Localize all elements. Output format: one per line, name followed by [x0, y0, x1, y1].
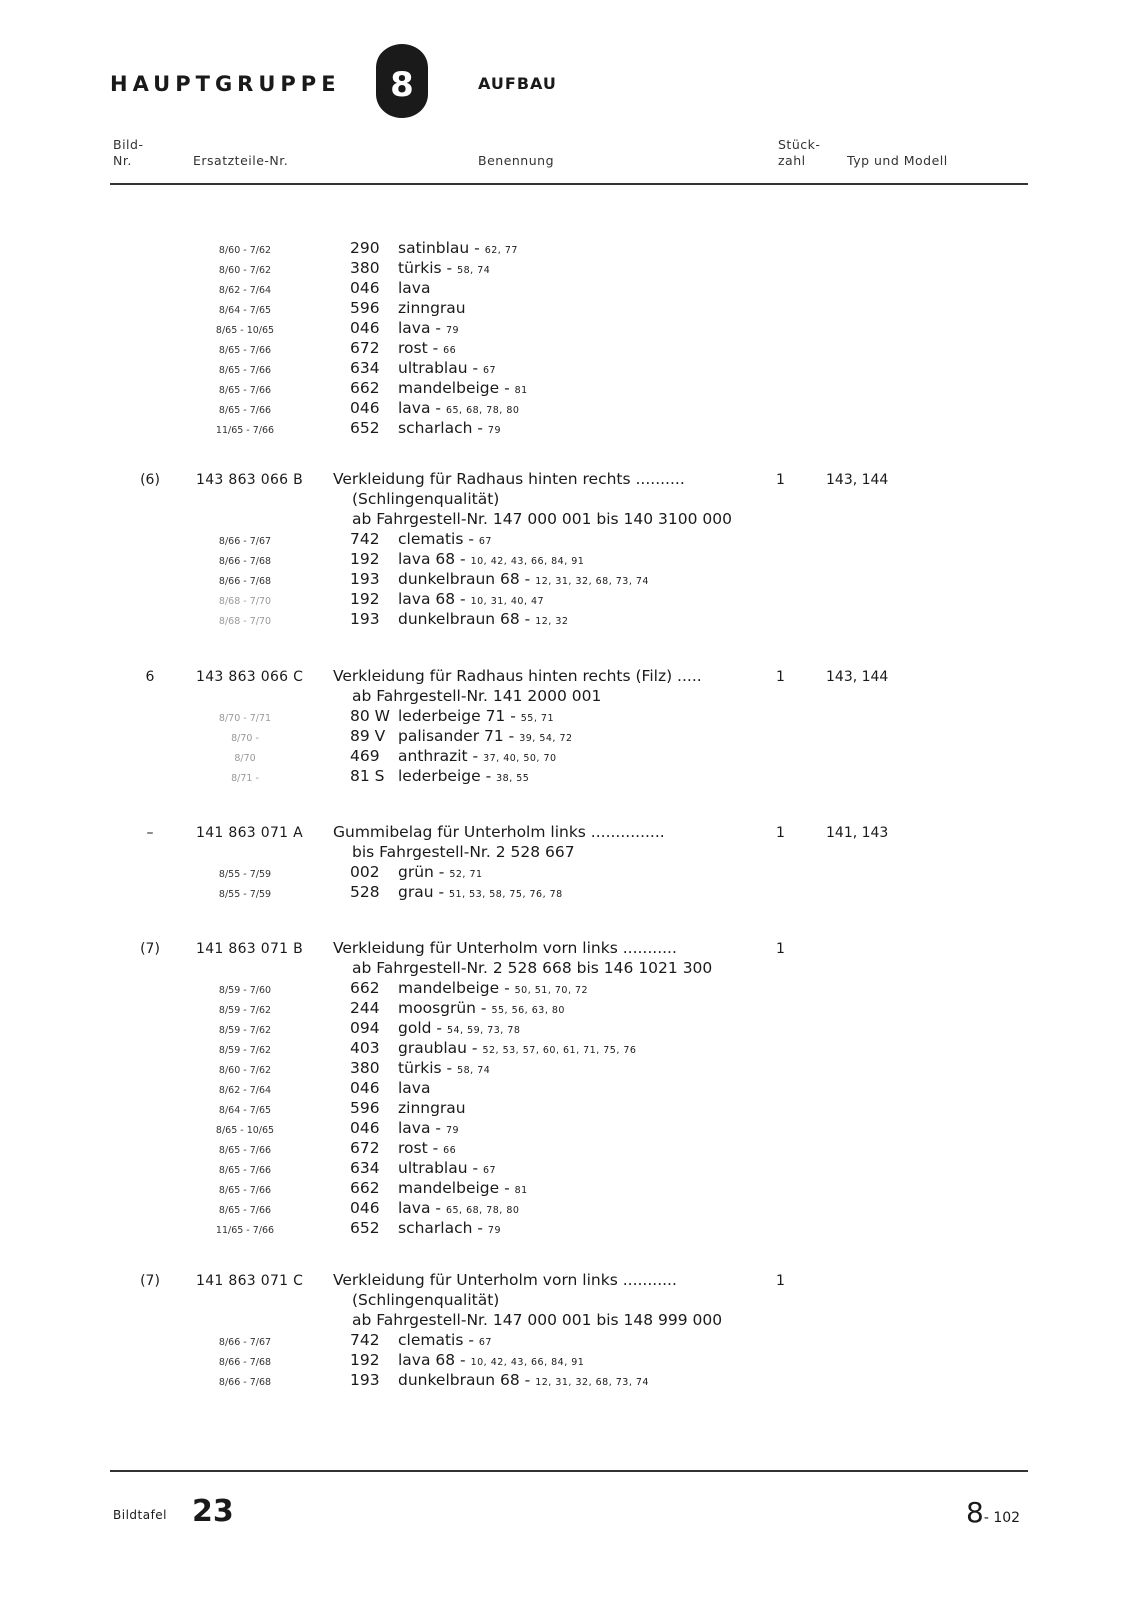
color-row [0, 767, 1133, 787]
part-row [0, 823, 1133, 843]
color-validity-dates: 8/70 - 7/71 [218, 713, 272, 724]
color-row [0, 359, 1133, 379]
color-row [0, 1039, 1133, 1059]
color-code: 192 [350, 1351, 380, 1369]
color-name-group [398, 999, 565, 1017]
color-name: mandelbeige - [398, 979, 510, 997]
color-validity-dates: 8/66 - 7/68 [218, 1357, 272, 1368]
color-validity-dates: 8/66 - 7/68 [218, 556, 272, 567]
color-usage-numbers: 67 [478, 1337, 492, 1348]
part-note: ab Fahrgestell-Nr. 147 000 001 bis 148 999 000 [352, 1311, 723, 1329]
page-number-sub: - 102 [983, 1510, 1021, 1526]
color-code: 192 [350, 550, 380, 568]
group-subtitle: AUFBAU [478, 74, 557, 93]
color-code: 046 [350, 1079, 380, 1097]
part-note-row [0, 687, 1133, 707]
color-name: gold - [398, 1019, 442, 1037]
color-validity-dates: 8/62 - 7/64 [218, 285, 272, 296]
color-usage-numbers: 58, 74 [457, 1065, 491, 1076]
color-validity-dates: 8/66 - 7/67 [218, 1337, 272, 1348]
color-validity-dates: 8/65 - 7/66 [218, 365, 272, 376]
part-quantity: 1 [776, 825, 785, 841]
color-usage-numbers: 10, 42, 43, 66, 84, 91 [470, 1357, 585, 1368]
part-description: Verkleidung für Unterholm vorn links ........... [333, 1271, 677, 1289]
part-note-row [0, 843, 1133, 863]
color-usage-numbers: 12, 31, 32, 68, 73, 74 [535, 576, 649, 587]
color-code: 046 [350, 319, 380, 337]
color-name: lava - [398, 319, 441, 337]
color-name-group [398, 399, 519, 417]
color-name: rost - [398, 1139, 439, 1157]
color-row [0, 279, 1133, 299]
group-number-badge [374, 42, 430, 120]
bild-number: (6) [140, 472, 160, 488]
color-row [0, 339, 1133, 359]
color-name: dunkelbraun 68 - [398, 610, 531, 628]
color-validity-dates: 11/65 - 7/66 [215, 1225, 275, 1236]
col-bild [113, 137, 143, 169]
color-name: satinblau - [398, 239, 480, 257]
part-row [0, 667, 1133, 687]
color-name-group [398, 610, 568, 628]
color-usage-numbers: 79 [487, 425, 501, 436]
color-usage-numbers: 12, 31, 32, 68, 73, 74 [535, 1377, 649, 1388]
bild-number: – [146, 825, 154, 841]
color-code: 046 [350, 399, 380, 417]
color-row [0, 299, 1133, 319]
color-row [0, 863, 1133, 883]
color-name-group [398, 259, 490, 277]
color-name: lava 68 - [398, 590, 466, 608]
color-name-group [398, 1219, 501, 1237]
color-name: mandelbeige - [398, 379, 510, 397]
color-row [0, 979, 1133, 999]
color-code: 046 [350, 1199, 380, 1217]
color-row [0, 530, 1133, 550]
color-validity-dates: 8/59 - 7/62 [218, 1005, 272, 1016]
footer-label: Bildtafel [113, 1508, 168, 1522]
color-usage-numbers: 39, 54, 72 [519, 733, 573, 744]
col-desc: Benennung [478, 153, 555, 168]
color-usage-numbers: 55, 56, 63, 80 [491, 1005, 565, 1016]
color-name-group [398, 1119, 459, 1137]
color-code: 672 [350, 1139, 380, 1157]
color-name-group [398, 239, 518, 257]
color-name: dunkelbraun 68 - [398, 570, 531, 588]
part-row [0, 939, 1133, 959]
color-usage-numbers: 52, 53, 57, 60, 61, 71, 75, 76 [482, 1045, 637, 1056]
bild-number: (7) [140, 941, 160, 957]
color-name-group [398, 1099, 466, 1117]
color-code: 193 [350, 1371, 380, 1389]
color-row [0, 590, 1133, 610]
part-model: 141, 143 [826, 825, 889, 841]
color-validity-dates: 8/65 - 7/66 [218, 1205, 272, 1216]
color-row [0, 1019, 1133, 1039]
col-typ: Typ und Modell [847, 153, 948, 168]
color-code: 193 [350, 610, 380, 628]
part-number: 143 863 066 B [196, 472, 304, 488]
color-usage-numbers: 66 [443, 1145, 457, 1156]
color-row [0, 570, 1133, 590]
color-row [0, 1331, 1133, 1351]
part-model: 143, 144 [826, 472, 889, 488]
color-validity-dates: 8/68 - 7/70 [218, 616, 272, 627]
color-code: 380 [350, 259, 380, 277]
color-name-group [398, 570, 649, 588]
color-name: graublau - [398, 1039, 478, 1057]
color-usage-numbers: 81 [514, 1185, 528, 1196]
color-validity-dates: 8/60 - 7/62 [218, 265, 272, 276]
color-usage-numbers: 37, 40, 50, 70 [483, 753, 557, 764]
color-row [0, 610, 1133, 630]
color-name-group [398, 863, 483, 881]
color-code: 662 [350, 979, 380, 997]
color-usage-numbers: 67 [478, 536, 492, 547]
col-qty-line1: Stück- [778, 137, 821, 152]
color-name: rost - [398, 339, 439, 357]
part-note: ab Fahrgestell-Nr. 2 528 668 bis 146 1021 300 [352, 959, 713, 977]
part-quantity: 1 [776, 669, 785, 685]
color-name-group [398, 1079, 430, 1097]
color-name-group [398, 1139, 456, 1157]
color-name-group [398, 1371, 649, 1389]
color-code: 596 [350, 299, 380, 317]
color-name: lava - [398, 1199, 441, 1217]
color-validity-dates: 8/55 - 7/59 [218, 889, 272, 900]
color-code: 469 [350, 747, 380, 765]
color-name: lava 68 - [398, 550, 466, 568]
color-validity-dates: 8/55 - 7/59 [218, 869, 272, 880]
color-code: 634 [350, 1159, 380, 1177]
part-note-row [0, 959, 1133, 979]
bild-number: (7) [140, 1273, 160, 1289]
color-name-group [398, 530, 492, 548]
color-usage-numbers: 55, 71 [520, 713, 554, 724]
color-name-group [398, 590, 544, 608]
part-block [0, 667, 1133, 787]
color-usage-numbers: 51, 53, 58, 75, 76, 78 [449, 889, 563, 900]
color-name-group [398, 1351, 584, 1369]
color-name: lava - [398, 1119, 441, 1137]
color-code: 193 [350, 570, 380, 588]
color-name: anthrazit - [398, 747, 479, 765]
group-number: 8 [390, 65, 414, 105]
color-code: 290 [350, 239, 380, 257]
color-code: 046 [350, 279, 380, 297]
color-row [0, 1179, 1133, 1199]
color-usage-numbers: 38, 55 [496, 773, 530, 784]
color-code: 652 [350, 419, 380, 437]
col-bild-line2: Nr. [113, 153, 132, 168]
color-validity-dates: 8/64 - 7/65 [218, 305, 272, 316]
color-usage-numbers: 12, 32 [535, 616, 569, 627]
color-usage-numbers: 79 [445, 325, 460, 336]
color-code: 046 [350, 1119, 380, 1137]
color-name: clematis - [398, 1331, 474, 1349]
color-row [0, 727, 1133, 747]
color-row [0, 550, 1133, 570]
color-name-group [398, 1179, 528, 1197]
color-validity-dates: 8/65 - 7/66 [218, 1145, 272, 1156]
color-code: 89 V [350, 727, 386, 745]
color-name-group [398, 339, 456, 357]
color-name: zinngrau [398, 1099, 466, 1117]
color-code: 094 [350, 1019, 380, 1037]
part-number: 143 863 066 C [196, 669, 304, 685]
color-usage-numbers: 79 [445, 1125, 460, 1136]
color-validity-dates: 8/59 - 7/60 [218, 985, 272, 996]
color-name-group [398, 883, 563, 901]
color-name: scharlach - [398, 419, 483, 437]
color-name: türkis - [398, 1059, 453, 1077]
color-code: 80 W [350, 707, 390, 725]
color-code: 81 S [350, 767, 385, 785]
part-number: 141 863 071 B [196, 941, 304, 957]
part-row [0, 470, 1133, 490]
color-name: lava [398, 279, 431, 297]
color-name-group [398, 319, 459, 337]
part-number: 141 863 071 C [196, 1273, 304, 1289]
color-name-group [398, 979, 588, 997]
color-name-group [398, 419, 501, 437]
color-validity-dates: 8/66 - 7/68 [218, 576, 272, 587]
part-note-row [0, 490, 1133, 510]
color-name-group [398, 727, 573, 745]
color-name-group [398, 707, 554, 725]
color-code: 002 [350, 863, 380, 881]
color-name: lava 68 - [398, 1351, 466, 1369]
color-row [0, 1099, 1133, 1119]
part-block [0, 239, 1133, 439]
color-row [0, 1199, 1133, 1219]
color-usage-numbers: 58, 74 [457, 265, 491, 276]
color-usage-numbers: 79 [487, 1225, 501, 1236]
color-row [0, 1219, 1133, 1239]
part-note: bis Fahrgestell-Nr. 2 528 667 [352, 843, 575, 861]
color-validity-dates: 8/70 - [231, 733, 259, 744]
color-usage-numbers: 10, 31, 40, 47 [470, 596, 545, 607]
color-name-group [398, 1019, 520, 1037]
color-name-group [398, 1159, 496, 1177]
color-name-group [398, 279, 430, 297]
part-block [0, 1271, 1133, 1391]
part-note: (Schlingenqualität) [352, 1291, 500, 1309]
color-usage-numbers: 67 [483, 1165, 497, 1176]
part-row [0, 1271, 1133, 1291]
part-description: Verkleidung für Unterholm vorn links ........... [333, 939, 677, 957]
color-usage-numbers: 52, 71 [449, 869, 483, 880]
color-usage-numbers: 65, 68, 78, 80 [445, 1205, 520, 1216]
color-name: clematis - [398, 530, 474, 548]
color-row [0, 1059, 1133, 1079]
part-number: 141 863 071 A [196, 825, 303, 841]
group-title: HAUPTGRUPPE [110, 72, 341, 96]
color-name-group [398, 550, 584, 568]
color-code: 634 [350, 359, 380, 377]
color-code: 596 [350, 1099, 380, 1117]
color-validity-dates: 8/65 - 10/65 [215, 325, 275, 336]
color-validity-dates: 8/68 - 7/70 [218, 596, 272, 607]
color-name: lederbeige - [398, 767, 492, 785]
part-note-row [0, 1311, 1133, 1331]
bild-number: 6 [145, 669, 155, 685]
color-row [0, 1079, 1133, 1099]
color-code: 652 [350, 1219, 380, 1237]
color-usage-numbers: 81 [514, 385, 528, 396]
color-code: 672 [350, 339, 380, 357]
part-description: Gummibelag für Unterholm links ............... [333, 823, 665, 841]
color-row [0, 319, 1133, 339]
color-row [0, 1159, 1133, 1179]
color-usage-numbers: 67 [483, 365, 497, 376]
color-validity-dates: 8/65 - 7/66 [218, 1165, 272, 1176]
color-validity-dates: 8/65 - 10/65 [215, 1125, 275, 1136]
color-validity-dates: 8/64 - 7/65 [218, 1105, 272, 1116]
color-name: lava [398, 1079, 431, 1097]
color-row [0, 1371, 1133, 1391]
color-name-group [398, 1199, 519, 1217]
color-name-group [398, 747, 557, 765]
part-note-row [0, 1291, 1133, 1311]
color-row [0, 999, 1133, 1019]
color-validity-dates: 8/65 - 7/66 [218, 345, 272, 356]
part-block [0, 939, 1133, 1239]
color-validity-dates: 8/65 - 7/66 [218, 405, 272, 416]
color-name-group [398, 767, 529, 785]
color-name: ultrablau - [398, 1159, 479, 1177]
part-note: ab Fahrgestell-Nr. 141 2000 001 [352, 687, 602, 705]
color-row [0, 1351, 1133, 1371]
color-usage-numbers: 54, 59, 73, 78 [446, 1025, 521, 1036]
part-block [0, 823, 1133, 903]
color-code: 742 [350, 1331, 380, 1349]
color-row [0, 747, 1133, 767]
color-validity-dates: 8/65 - 7/66 [218, 1185, 272, 1196]
color-row [0, 379, 1133, 399]
color-name: lederbeige 71 - [398, 707, 516, 725]
color-validity-dates: 8/60 - 7/62 [218, 245, 272, 256]
color-row [0, 239, 1133, 259]
page-number [966, 1496, 1020, 1529]
color-name: ultrablau - [398, 359, 479, 377]
color-name: zinngrau [398, 299, 466, 317]
color-code: 192 [350, 590, 380, 608]
part-block [0, 470, 1133, 630]
footer-plate-number: 23 [192, 1494, 234, 1529]
color-row [0, 419, 1133, 439]
color-row [0, 259, 1133, 279]
part-note: ab Fahrgestell-Nr. 147 000 001 bis 140 3100 000 [352, 510, 732, 528]
color-row [0, 883, 1133, 903]
color-validity-dates: 8/70 [234, 753, 256, 764]
color-validity-dates: 8/71 - [231, 773, 259, 784]
color-name: türkis - [398, 259, 453, 277]
color-code: 662 [350, 1179, 380, 1197]
color-validity-dates: 8/65 - 7/66 [218, 385, 272, 396]
color-name: palisander 71 - [398, 727, 515, 745]
color-usage-numbers: 10, 42, 43, 66, 84, 91 [470, 556, 585, 567]
color-name: grau - [398, 883, 445, 901]
color-usage-numbers: 65, 68, 78, 80 [445, 405, 520, 416]
col-qty [778, 137, 820, 169]
color-name: moosgrün - [398, 999, 487, 1017]
color-name-group [398, 1331, 492, 1349]
color-row [0, 1119, 1133, 1139]
part-quantity: 1 [776, 1273, 785, 1289]
color-code: 662 [350, 379, 380, 397]
color-name-group [398, 1059, 490, 1077]
color-row [0, 1139, 1133, 1159]
color-row [0, 399, 1133, 419]
color-usage-numbers: 66 [443, 345, 457, 356]
part-quantity: 1 [776, 472, 785, 488]
part-note: (Schlingenqualität) [352, 490, 500, 508]
col-part: Ersatzteile-Nr. [193, 153, 289, 168]
part-description: Verkleidung für Radhaus hinten rechts .......... [333, 470, 685, 488]
color-row [0, 707, 1133, 727]
color-validity-dates: 8/62 - 7/64 [218, 1085, 272, 1096]
color-validity-dates: 8/59 - 7/62 [218, 1045, 272, 1056]
color-name: mandelbeige - [398, 1179, 510, 1197]
color-usage-numbers: 50, 51, 70, 72 [514, 985, 589, 996]
part-description: Verkleidung für Radhaus hinten rechts (Filz) ..... [333, 667, 702, 685]
color-validity-dates: 11/65 - 7/66 [215, 425, 275, 436]
color-code: 528 [350, 883, 380, 901]
color-name: lava - [398, 399, 441, 417]
color-name-group [398, 1039, 636, 1057]
col-qty-line2: zahl [778, 153, 806, 168]
color-code: 742 [350, 530, 380, 548]
color-name: dunkelbraun 68 - [398, 1371, 531, 1389]
col-bild-line1: Bild- [113, 137, 144, 152]
color-validity-dates: 8/66 - 7/67 [218, 536, 272, 547]
color-name-group [398, 299, 466, 317]
footer-rule [110, 1470, 1028, 1472]
color-validity-dates: 8/60 - 7/62 [218, 1065, 272, 1076]
part-quantity: 1 [776, 941, 785, 957]
color-code: 403 [350, 1039, 380, 1057]
color-validity-dates: 8/66 - 7/68 [218, 1377, 272, 1388]
color-name-group [398, 359, 496, 377]
color-usage-numbers: 62, 77 [484, 245, 518, 256]
color-validity-dates: 8/59 - 7/62 [218, 1025, 272, 1036]
page-number-main: 8 [966, 1496, 984, 1529]
header-rule [110, 183, 1028, 185]
color-name: grün - [398, 863, 445, 881]
part-note-row [0, 510, 1133, 530]
color-code: 244 [350, 999, 380, 1017]
color-name: scharlach - [398, 1219, 483, 1237]
part-model: 143, 144 [826, 669, 889, 685]
color-name-group [398, 379, 528, 397]
color-code: 380 [350, 1059, 380, 1077]
